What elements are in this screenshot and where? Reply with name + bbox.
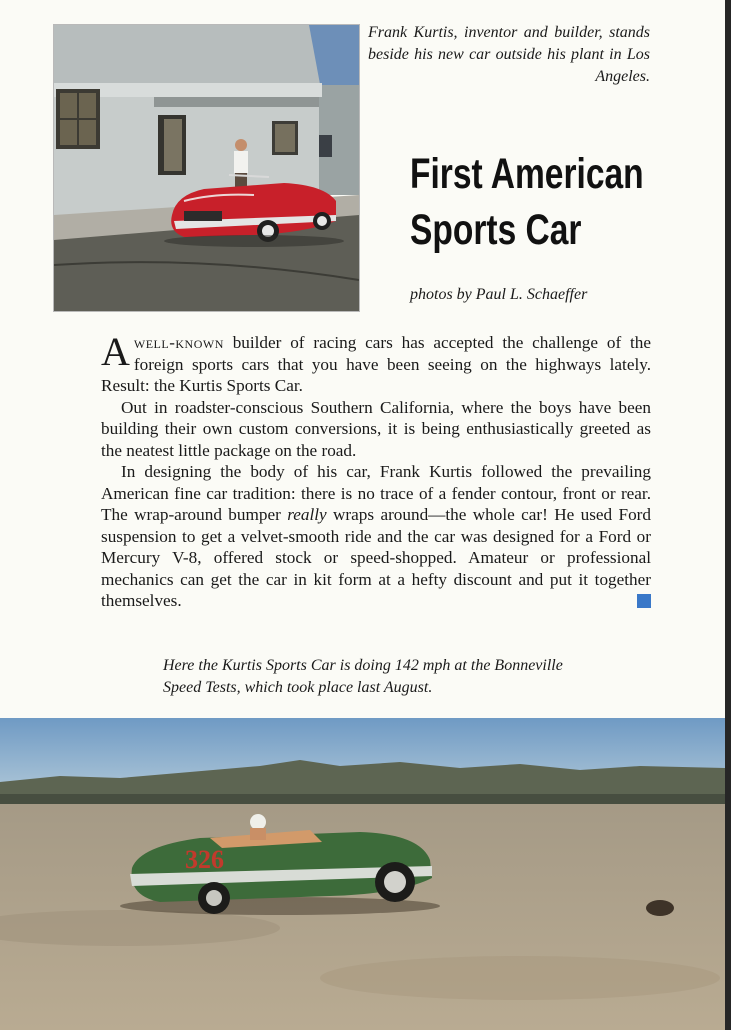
paragraph-1 [101,329,651,397]
paragraph-1-text: builder of racing cars has accepted the challenge of the foreign sports cars that you have been seeing on the highways lately. Result: the Kurtis Sports Car. [101,333,651,395]
lead-in-smallcaps: well-known [133,333,224,352]
photo-bonneville-race-car [0,718,725,1030]
photo-bonneville-race-car-image [0,718,725,1030]
photo-kurtis-with-red-car [53,24,360,312]
title-line-2: Sports Car [410,206,582,254]
race-car-number: 326 [185,845,224,874]
title-line-1: First American [410,150,644,198]
paragraph-3-emphasis: really [287,505,327,524]
paragraph-3-text-b: wraps around—the whole car! He used Ford suspension to get a velvet-smooth ride and the car was designed for a Ford or Mercury V-8, offered stock or speed-shopped. Amateur or professional mechanics can get the car in kit form at a hefty discount and put it together themselves. [101,505,651,610]
drop-cap: A [101,329,130,374]
photo-credit-byline: photos by Paul L. Schaeffer [410,286,588,303]
article-title [410,146,644,258]
paragraph-3-text-a: In designing the body of his car, Frank Kurtis followed the prevailing American fine car tradition: there is no trace of a fender contour, front or rear. The wrap-around bumper [101,462,651,524]
paragraph-3 [101,461,651,612]
paragraph-2: Out in roadster-conscious Southern California, where the boys have been building their own custom conversions, it is being enthusiastically greeted as the neatest little package on the road. [101,397,651,460]
page-edge [725,0,731,1030]
end-of-article-mark-icon [637,594,651,608]
article-body [101,329,651,612]
caption-bottom: Here the Kurtis Sports Car is doing 142 mph at the Bonneville Speed Tests, which took place last August. [163,657,563,696]
photo-kurtis-with-red-car-image [54,25,359,311]
caption-top: Frank Kurtis, inventor and builder, stands beside his new car outside his plant in Los Angeles. [368,24,650,85]
